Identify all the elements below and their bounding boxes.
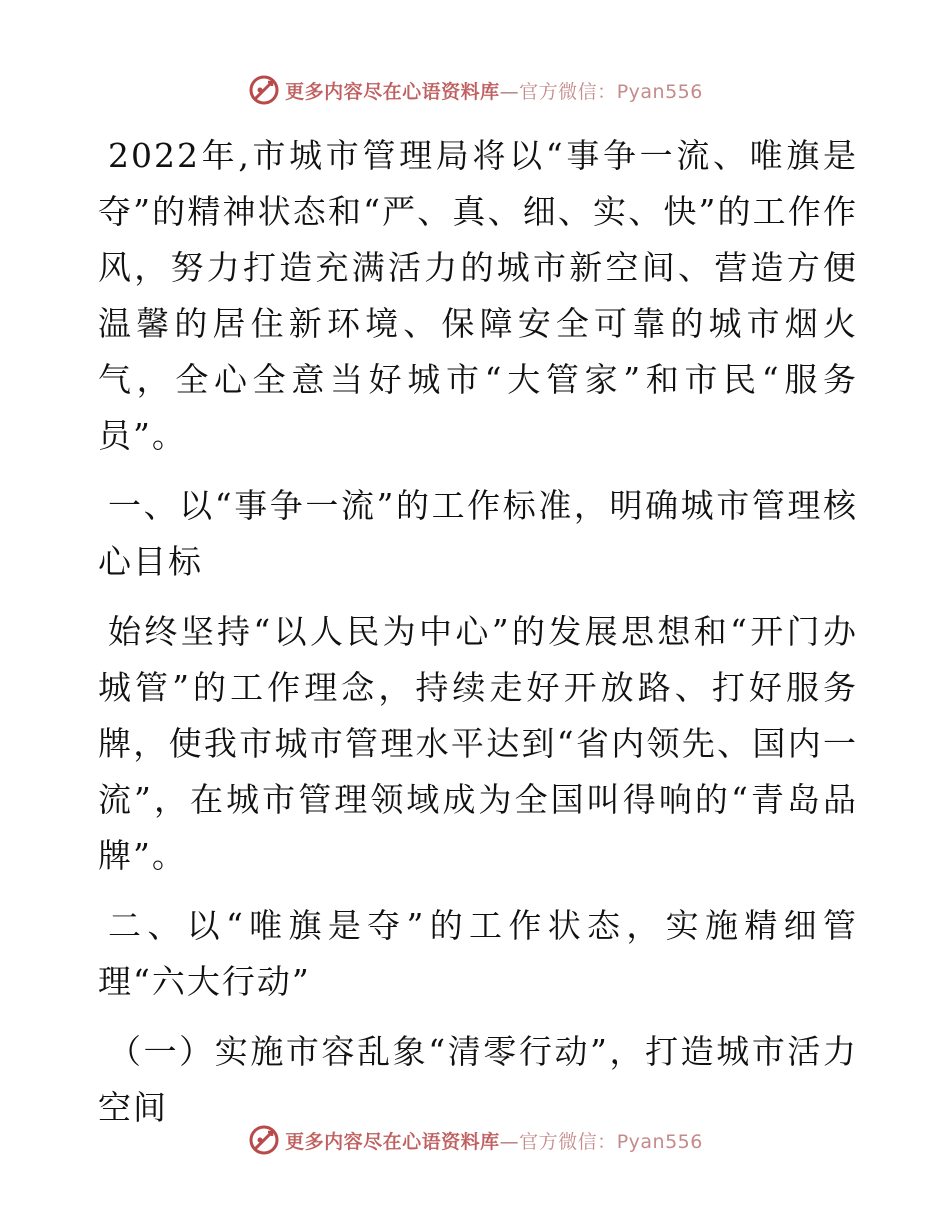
- banner-separator: —: [499, 80, 520, 103]
- banner-wechat-label: 官方微信：: [519, 80, 617, 103]
- banner-main-text: 更多内容尽在心语资料库: [285, 1130, 500, 1153]
- document-body: [98, 128, 858, 1150]
- pen-seal-logo-icon: [247, 1123, 281, 1157]
- section-heading-2: 二、以“唯旗是夺”的工作状态，实施精细管理“六大行动”: [98, 906, 858, 1001]
- banner-wechat-id: Pyan556: [616, 80, 703, 103]
- subsection-heading-1: （一）实施市容乱象“清零行动”，打造城市活力空间: [98, 1032, 858, 1127]
- section-heading-1: 一、以“事争一流”的工作标准，明确城市管理核心目标: [98, 486, 858, 581]
- banner-wechat-label: 官方微信：: [519, 1130, 617, 1153]
- intro-paragraph: 2022年,市城市管理局将以“事争一流、唯旗是夺”的精神状态和“严、真、细、实、快”的工作作风，努力打造充满活力的城市新空间、营造方便温馨的居住新环境、保障安全可靠的城市烟火气，全心全意当好城市“大管家”和市民“服务员”。: [98, 136, 858, 455]
- pen-seal-logo-icon: [247, 73, 281, 107]
- bottom-watermark-banner: [0, 1118, 950, 1162]
- banner-main-text: 更多内容尽在心语资料库: [285, 80, 500, 103]
- banner-wechat-id: Pyan556: [616, 1130, 703, 1153]
- section-1-paragraph: 始终坚持“以人民为中心”的发展思想和“开门办城管”的工作理念，持续走好开放路、打好服务牌，使我市城市管理水平达到“省内领先、国内一流”，在城市管理领域成为全国叫得响的“青岛品牌”。: [98, 612, 858, 875]
- banner-separator: —: [499, 1130, 520, 1153]
- top-watermark-banner: [0, 68, 950, 112]
